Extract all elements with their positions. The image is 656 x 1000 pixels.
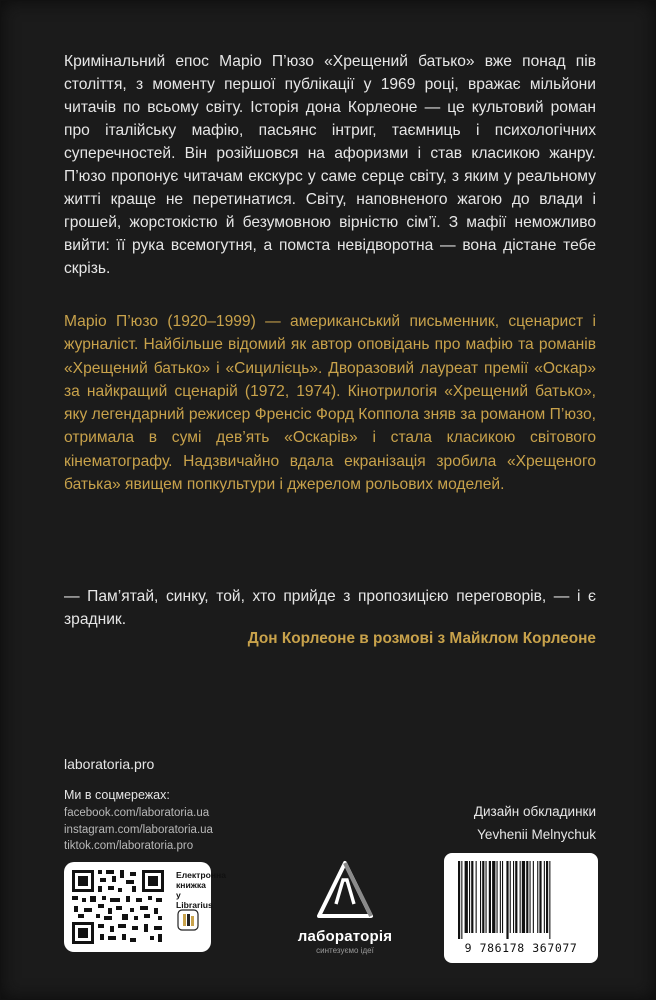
librarius-book-icon (177, 909, 199, 931)
barcode-bar (471, 861, 473, 933)
qr-code-icon[interactable] (70, 868, 166, 946)
ebook-label-line3: у Librarius (176, 890, 213, 910)
barcode-bar (515, 861, 517, 933)
barcode-bar (486, 861, 487, 933)
barcode-bar (492, 861, 495, 933)
barcode-icon (456, 861, 586, 939)
ebook-label-line2: книжка (176, 880, 206, 890)
barcode-bar (520, 861, 521, 933)
publisher-website[interactable]: laboratoria.pro (64, 756, 155, 772)
barcode-bar (465, 861, 468, 933)
barcode-bar (530, 861, 531, 933)
barcode-bar (476, 861, 477, 933)
social-link-facebook[interactable]: facebook.com/laboratoria.ua (64, 807, 210, 819)
quote-text: — Пам’ятай, синку, той, хто прийде з пропозицією переговорів, — і є зрадник. (64, 588, 596, 628)
barcode-bar (544, 861, 545, 933)
ebook-label-line1: Електронна (176, 870, 227, 880)
ebook-qr-card[interactable] (64, 862, 227, 952)
isbn-barcode (444, 853, 598, 963)
barcode-bar (533, 861, 534, 933)
barcode-bar (489, 861, 491, 933)
author-bio: Маріо П’юзо (1920–1999) — американський письменник, сценарист і журналіст. Найбільше відомий як автор оповідань про мафію та романів «Хрещений батько» і «Сицилієць». Дворазовий лауреат премії «Оскар» за найкращий сценарій (1972, 1974). Кінотрилогія «Хрещений батько», яку легендарний режисер Френсіс Форд Коппола зняв за романом П’юзо, отримала в сумі дев’ять «Оскарів» і стала класикою світового кінематографу. Надзвичайно вдала екранізація зробила «Хрещеного батька» явищем попкультури і джерелом рольових моделей. (64, 313, 596, 494)
social-links-list (64, 805, 213, 855)
barcode-bar (539, 861, 541, 933)
barcode-bar (502, 861, 503, 933)
barcode-bar (546, 861, 548, 933)
barcode-bar (458, 861, 460, 939)
social-title: Ми в соцмережах: (64, 788, 170, 802)
barcode-bar (469, 861, 470, 933)
cover-design-credit (474, 800, 596, 846)
barcode-bar (510, 861, 511, 933)
book-description: Кримінальний епос Маріо П’юзо «Хрещений батько» вже понад пів століття, з моменту першої публікації у 1969 році, вражає мільйони читачів по всьому світу. Історія дона Корлеоне — це культовий роман про італійську мафію, пасьянс інтриг, таємниць і психологічних суперечностей. Він розійшовся на афоризми і став класикою жанру. П’юзо пропонує читачам екскурс у саме серце світу, з яким у реальному житті краще не перетинатися. Світу, наповненого жагою до влади і грошей, жорстокістю й безумовною вірністю сім’ї. З мафії неможливо вийти: її рука всемогутня, а помста невідворотна — вона дістане тебе скрізь. (64, 53, 596, 277)
barcode-bar (526, 861, 528, 933)
quote-attribution: Дон Корлеоне в розмові з Майклом Корлеоне (247, 630, 596, 647)
cover-designer-name: Yevhenii Melnychuk (477, 827, 596, 842)
barcode-bar (500, 861, 501, 933)
barcode-bar (549, 861, 550, 939)
barcode-bar (461, 861, 462, 939)
barcode-bar (537, 861, 538, 933)
barcode-bar (513, 861, 514, 933)
social-link-instagram[interactable]: instagram.com/laboratoria.ua (64, 823, 213, 836)
publisher-name: лабораторія (297, 928, 393, 945)
barcode-bar (480, 861, 481, 933)
barcode-bar (482, 861, 484, 933)
ebook-label (176, 870, 227, 910)
publisher-logo (290, 858, 400, 955)
barcode-bar (497, 861, 498, 933)
social-link-tiktok[interactable]: tiktok.com/laboratoria.pro (64, 840, 194, 852)
publisher-triangle-icon (314, 858, 376, 922)
cover-design-label: Дизайн обкладинки (473, 804, 596, 819)
barcode-bar (522, 861, 525, 933)
publisher-tagline: синтезуємо ідеї (316, 946, 374, 955)
barcode-bar (506, 861, 508, 939)
isbn-number: 9 786178 367077 (464, 941, 578, 955)
